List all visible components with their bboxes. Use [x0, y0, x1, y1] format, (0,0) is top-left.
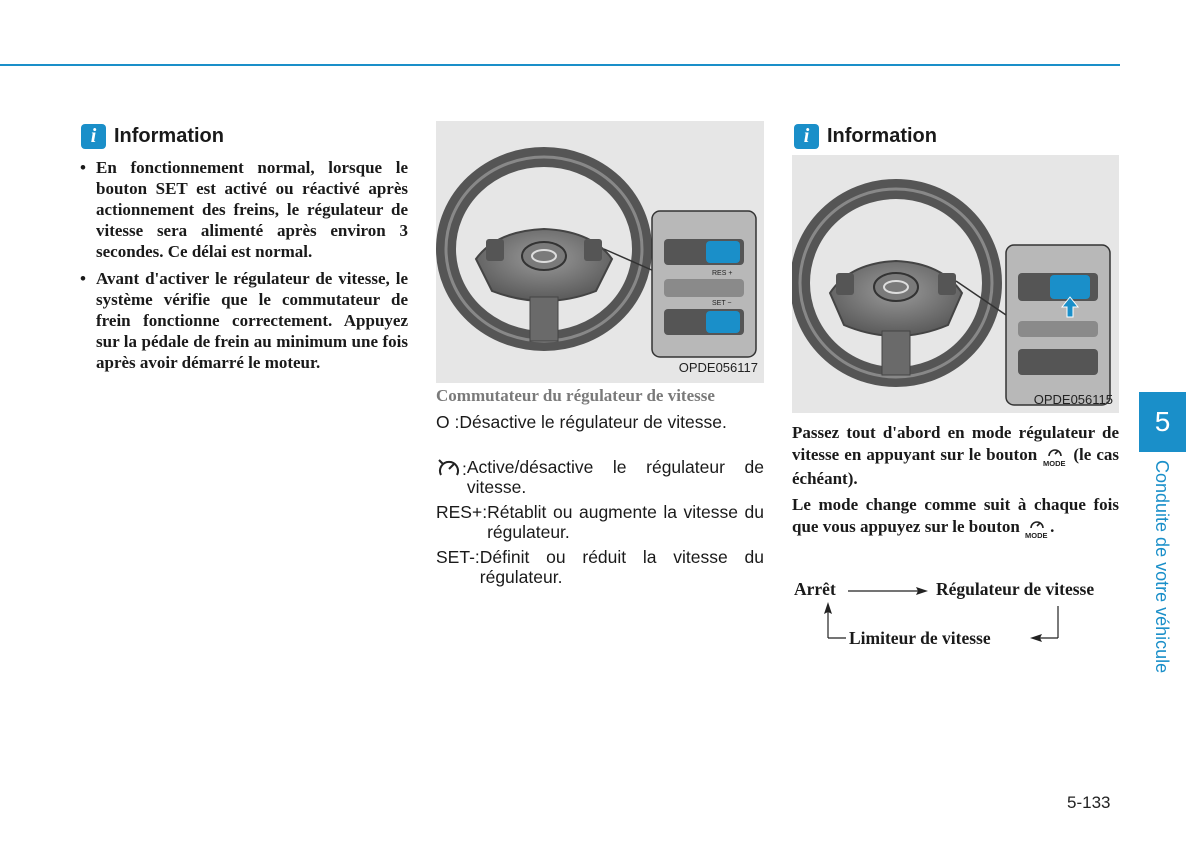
res-label: RES +	[712, 270, 733, 277]
definition-item: O : Désactive le régulateur de vitesse.	[436, 412, 727, 432]
svg-text:MODE: MODE	[1025, 530, 1048, 540]
info-header-right	[794, 124, 937, 149]
steering-wheel-mode-figure	[792, 155, 1119, 413]
mode-button-icon	[1042, 444, 1068, 468]
mode-paragraph-1: Passez tout d'abord en mode régulateur de vitesse en appuyant sur le bouton MODE (le cas échéant).	[792, 423, 1119, 488]
flow-arrows	[790, 580, 1090, 650]
steering-wheel-illustration	[436, 121, 764, 383]
chapter-tab: 5	[1139, 392, 1186, 452]
info-header-left	[81, 124, 224, 149]
definition-item: : Active/désactive le régulateur de vitesse.	[436, 457, 764, 497]
definition-item: SET-: Définit ou réduit la vitesse du régulateur.	[436, 547, 764, 587]
info-bullet-list	[80, 157, 408, 379]
flow-state-off: Arrêt	[794, 579, 836, 599]
figure-caption: Commutateur du régulateur de vitesse	[436, 386, 715, 405]
info-icon: i	[794, 124, 819, 149]
info-title: Information	[114, 125, 224, 147]
chapter-title: Conduite de votre véhicule	[1152, 460, 1172, 674]
mode-paragraph-2: Le mode change comme suit à chaque fois que vous appuyez sur le bouton MODE .	[792, 495, 1119, 540]
page-number: 5-133	[1067, 793, 1111, 812]
flow-state-cruise: Régulateur de vitesse	[936, 579, 1095, 599]
steering-wheel-figure	[436, 121, 764, 383]
figure-code: OPDE056115	[1033, 392, 1113, 407]
info-title: Information	[827, 125, 937, 147]
list-item: • En fonctionnement normal, lorsque le bouton SET est activé ou réactivé après actionnement des freins, le régulateur de vitesse sera alimenté après environ 3 secondes. Ce délai est normal.	[80, 158, 408, 261]
list-item: • Avant d'activer le régulateur de vitesse, le système vérifie que le commutateur de frein fonctionne correctement. Appuyez sur la pédale de frein au minimum une fois après avoir démarré le moteur.	[80, 269, 408, 372]
cruise-icon	[436, 457, 462, 479]
definition-item: RES+: Rétablit ou augmente la vitesse du régulateur.	[436, 502, 764, 542]
flow-state-limiter: Limiteur de vitesse	[849, 628, 991, 648]
mode-button-icon	[1024, 516, 1050, 540]
svg-text:MODE: MODE	[1043, 458, 1066, 468]
info-icon: i	[81, 124, 106, 149]
header-rule	[0, 64, 1120, 66]
figure-code: OPDE056117	[678, 360, 758, 375]
steering-wheel-mode-illustration	[792, 155, 1119, 413]
set-label: SET −	[712, 300, 732, 307]
